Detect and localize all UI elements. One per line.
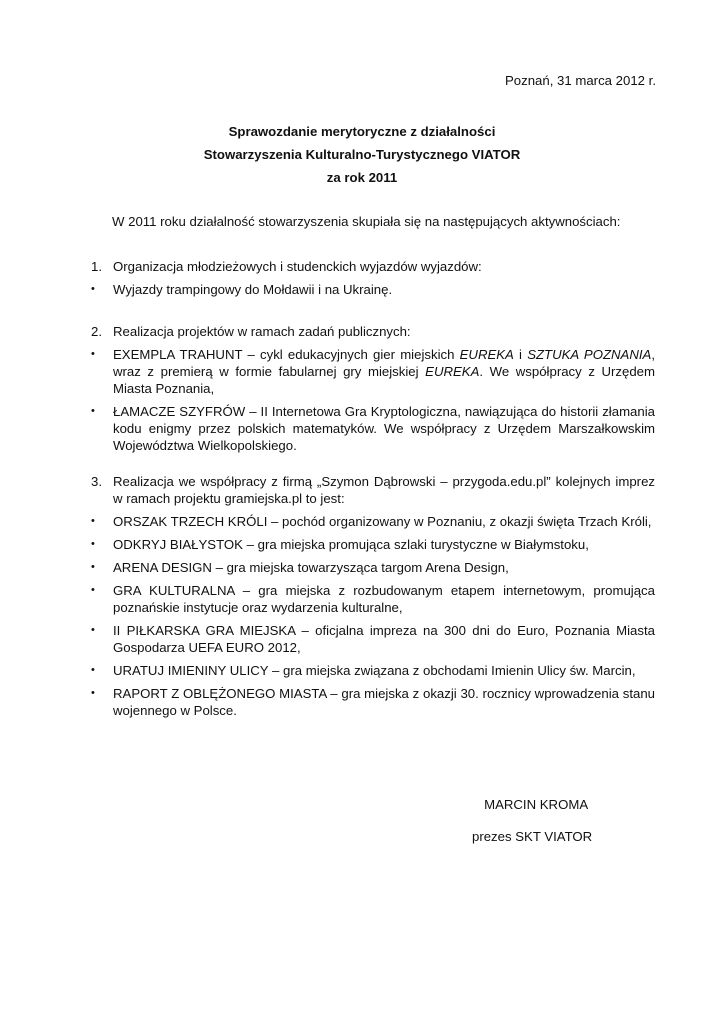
list-item-text: ARENA DESIGN – gra miejska towarzysząca targom Arena Design, bbox=[113, 560, 509, 575]
list-item bbox=[88, 685, 655, 719]
list-item bbox=[88, 622, 655, 656]
list-item-text: ODKRYJ BIAŁYSTOK – gra miejska promująca szlaki turystyczne w Białymstoku, bbox=[113, 537, 589, 552]
list-item bbox=[88, 662, 655, 679]
list-item-text: ORSZAK TRZECH KRÓLI – pochód organizowany w Poznaniu, z okazji święta Trzach Króli, bbox=[113, 514, 652, 529]
title-line-2: Stowarzyszenia Kulturalno-Turystycznego VIATOR bbox=[203, 147, 521, 162]
bullet-icon: • bbox=[91, 515, 95, 527]
section-2 bbox=[88, 323, 655, 454]
bullet-icon: • bbox=[91, 538, 95, 550]
bullet-icon: • bbox=[91, 664, 95, 676]
list-item-text: II PIŁKARSKA GRA MIEJSKA – oficjalna impreza na 300 dni do Euro, Poznania Miasta Gospodarza UEFA EURO 2012, bbox=[113, 623, 655, 655]
list-item-text: RAPORT Z OBLĘŻONEGO MIASTA – gra miejska z okazji 30. rocznicy wprowadzenia stanu wojennego w Polsce. bbox=[113, 686, 655, 718]
text-run: . We współpracy z Urzędem Miasta Poznania, bbox=[113, 364, 656, 396]
section-heading-text: Organizacja młodzieżowych i studenckich wyjazdów wyjazdów: bbox=[113, 259, 482, 274]
section-3 bbox=[88, 473, 655, 719]
title-line-1: Sprawozdanie merytoryczne z działalności bbox=[228, 124, 496, 139]
list-item bbox=[88, 582, 655, 616]
bullet-icon: • bbox=[91, 283, 95, 295]
list-item-text: GRA KULTURALNA – gra miejska z rozbudowanym etapem internetowym, promująca poznańskie instytucje oraz wydarzenia kulturalne, bbox=[113, 583, 655, 615]
list-item-text bbox=[113, 346, 655, 397]
section-heading-text: Realizacja we współpracy z firmą „Szymon Dąbrowski – przygoda.edu.pl” kolejnych imprez w ramach projektu gramiejska.pl to jest: bbox=[113, 474, 655, 506]
bullet-icon: • bbox=[91, 561, 95, 573]
list-item-text: URATUJ IMIENINY ULICY – gra miejska związana z obchodami Imienin Ulicy św. Marcin, bbox=[113, 663, 636, 678]
text-run: EXEMPLA TRAHUNT – cykl edukacyjnych gier miejskich bbox=[113, 347, 460, 362]
list-item bbox=[88, 559, 655, 576]
document-title bbox=[0, 120, 724, 189]
section-1 bbox=[88, 258, 655, 298]
section-heading bbox=[88, 323, 655, 340]
list-item-text: ŁAMACZE SZYFRÓW – II Internetowa Gra Kryptologiczna, nawiązująca do historii złamania kodu enigmy przez polskich matematyków. We współpracy z Urzędem Marszałkowskim Województwa Wielkopolskiego. bbox=[113, 404, 655, 453]
list-item bbox=[88, 513, 655, 530]
bullet-icon: • bbox=[91, 405, 95, 417]
list-item bbox=[88, 403, 655, 454]
document-date: Poznań, 31 marca 2012 r. bbox=[504, 73, 656, 88]
signature-block bbox=[472, 796, 592, 845]
bullet-icon: • bbox=[91, 624, 95, 636]
signatory-name: MARCIN KROMA bbox=[484, 797, 589, 812]
emphasis-sztuka-poznania: SZTUKA POZNANIA bbox=[527, 347, 652, 362]
section-number: 3. bbox=[91, 474, 102, 489]
intro-paragraph: W 2011 roku działalność stowarzyszenia skupiała się na następujących aktywnościach: bbox=[112, 214, 621, 229]
section-heading-text: Realizacja projektów w ramach zadań publicznych: bbox=[113, 324, 411, 339]
list-item bbox=[88, 281, 655, 298]
text-run: , wraz z premierą w formie fabularnej gry miejskiej bbox=[113, 347, 655, 379]
title-line-3: za rok 2011 bbox=[326, 170, 398, 185]
list-item bbox=[88, 536, 655, 553]
emphasis-eureka: EUREKA bbox=[459, 347, 514, 362]
section-heading bbox=[88, 473, 655, 507]
text-run: i bbox=[513, 347, 528, 362]
emphasis-eureka: EUREKA bbox=[425, 364, 480, 379]
bullet-icon: • bbox=[91, 584, 95, 596]
bullet-icon: • bbox=[91, 687, 95, 699]
section-number: 2. bbox=[91, 324, 102, 339]
signatory-role: prezes SKT VIATOR bbox=[472, 829, 593, 844]
bullet-icon: • bbox=[91, 348, 95, 360]
section-number: 1. bbox=[91, 259, 102, 274]
list-item bbox=[88, 346, 655, 397]
section-heading bbox=[88, 258, 655, 275]
list-item-text: Wyjazdy trampingowy do Mołdawii i na Ukrainę. bbox=[113, 282, 393, 297]
